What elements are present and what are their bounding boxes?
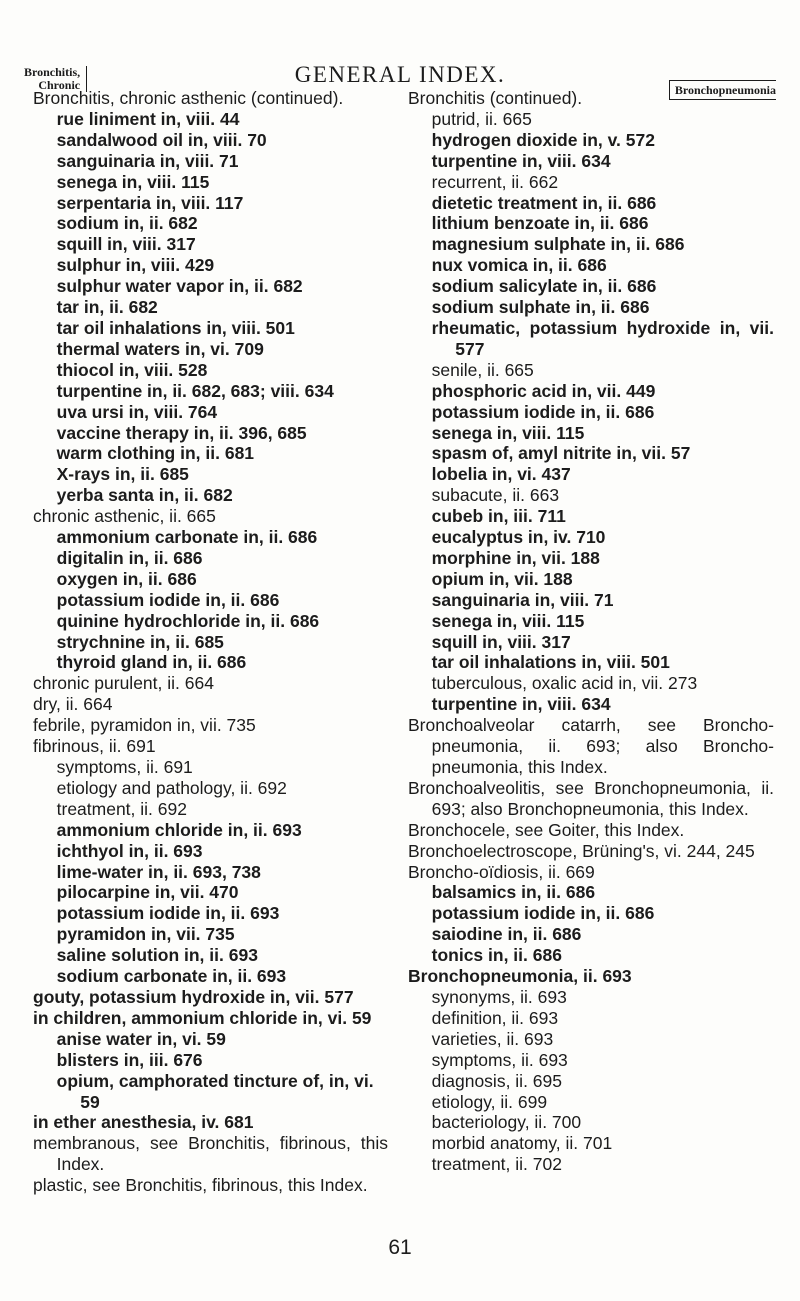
index-entry: saline solution in, ii. 693 xyxy=(56,945,258,966)
index-entry: spasm of, amyl nitrite in, vii. 57 xyxy=(431,443,691,464)
index-entry: Bronchitis (continued). xyxy=(408,88,583,108)
index-entry: quinine hydrochloride in, ii. 686 xyxy=(56,610,320,631)
index-entry: Bronchocele, see Goiter, this Index. xyxy=(408,819,685,840)
index-entry: sodium sulphate in, ii. 686 xyxy=(431,297,650,318)
index-entry: anise water in, vi. 59 xyxy=(56,1028,226,1049)
index-entry: potassium iodide in, ii. 686 xyxy=(431,903,655,924)
index-entry: nux vomica in, ii. 686 xyxy=(431,255,607,276)
index-entry: hydrogen dioxide in, v. 572 xyxy=(431,129,655,150)
index-entry: magnesium sulphate in, ii. 686 xyxy=(431,234,685,255)
index-entry: chronic asthenic, ii. 665 xyxy=(33,506,216,527)
index-entry: lime-water in, ii. 693, 738 xyxy=(56,861,261,882)
index-entry: uva ursi in, viii. 764 xyxy=(56,401,218,422)
index-entry: squill in, viii. 317 xyxy=(56,234,196,255)
index-entry: thyroid gland in, ii. 686 xyxy=(56,652,247,673)
index-entry: varieties, ii. 693 xyxy=(431,1028,554,1049)
index-entry: opium, camphorated tincture of, in, vi. 59 xyxy=(56,1070,374,1112)
index-entry: etiology, ii. 699 xyxy=(431,1091,548,1112)
index-entry: Bronchoalveolitis, see Bronchopneumonia, ii. 693; also Bronchopneumonia, this Index. xyxy=(408,777,774,819)
index-entry: in ether anesthesia, iv. 681 xyxy=(33,1112,254,1133)
index-entry: recurrent, ii. 662 xyxy=(431,171,559,192)
index-entry: squill in, viii. 317 xyxy=(431,631,571,652)
index-entry: Bronchoalveolar catarrh, see Broncho-pneumonia, ii. 693; also Broncho-pneumonia, this Index. xyxy=(408,715,774,777)
index-entry: treatment, ii. 692 xyxy=(56,798,187,819)
index-entry: turpentine in, viii. 634 xyxy=(431,150,611,171)
index-entry: pilocarpine in, vii. 470 xyxy=(56,882,239,903)
index-entry: tar oil inhalations in, viii. 501 xyxy=(56,317,295,338)
index-entry: blisters in, iii. 676 xyxy=(56,1049,203,1070)
index-entry: strychnine in, ii. 685 xyxy=(56,631,224,652)
index-entry: ammonium chloride in, ii. 693 xyxy=(56,819,302,840)
index-entry: balsamics in, ii. 686 xyxy=(431,882,596,903)
index-entry: potassium iodide in, ii. 693 xyxy=(56,903,280,924)
index-entry: tar in, ii. 682 xyxy=(56,297,158,318)
index-entry: senega in, viii. 115 xyxy=(431,422,585,443)
index-entry: sodium carbonate in, ii. 693 xyxy=(56,966,287,987)
index-entry: sulphur in, viii. 429 xyxy=(56,255,215,276)
index-entry: phosphoric acid in, vii. 449 xyxy=(431,380,656,401)
index-entry: fibrinous, ii. 691 xyxy=(33,736,156,757)
index-entry: ammonium carbonate in, ii. 686 xyxy=(56,527,318,548)
index-entry: sodium in, ii. 682 xyxy=(56,213,198,234)
index-entry: saiodine in, ii. 686 xyxy=(431,924,582,945)
left-guide-line: Chronic xyxy=(38,78,81,92)
page-number: 61 xyxy=(388,1236,412,1259)
index-entry: tuberculous, oxalic acid in, vii. 273 xyxy=(431,673,698,694)
index-entry: ichthyol in, ii. 693 xyxy=(56,840,203,861)
index-entry: putrid, ii. 665 xyxy=(431,108,532,129)
index-entry: potassium iodide in, ii. 686 xyxy=(431,401,655,422)
index-entry: sandalwood oil in, viii. 70 xyxy=(56,129,267,150)
index-entry: sanguinaria in, viii. 71 xyxy=(56,150,239,171)
index-entry: eucalyptus in, iv. 710 xyxy=(431,527,606,548)
index-entry: dry, ii. 664 xyxy=(33,694,113,715)
index-entry: rue liniment in, viii. 44 xyxy=(56,108,240,129)
index-entry: morphine in, vii. 188 xyxy=(431,547,600,568)
index-entry: pyramidon in, vii. 735 xyxy=(56,924,235,945)
index-entry: Broncho-oïdiosis, ii. 669 xyxy=(408,861,595,882)
index-entry: sulphur water vapor in, ii. 682 xyxy=(56,276,303,297)
index-entry: morbid anatomy, ii. 701 xyxy=(431,1133,613,1154)
index-entry: cubeb in, iii. 711 xyxy=(431,506,566,527)
index-entry: subacute, ii. 663 xyxy=(431,485,560,506)
index-entry: turpentine in, viii. 634 xyxy=(431,694,611,715)
index-entry: sanguinaria in, viii. 71 xyxy=(431,589,614,610)
index-entry: in children, ammonium chloride in, vi. 59 xyxy=(33,1007,372,1028)
index-entry: digitalin in, ii. 686 xyxy=(56,547,203,568)
index-entry: X-rays in, ii. 685 xyxy=(56,464,189,485)
index-entry: opium in, vii. 188 xyxy=(431,568,573,589)
index-entry: Bronchoelectroscope, Brüning's, vi. 244, 245 xyxy=(408,840,755,861)
index-entry: dietetic treatment in, ii. 686 xyxy=(431,192,657,213)
index-entry: febrile, pyramidon in, vii. 735 xyxy=(33,715,256,736)
index-entry: plastic, see Bronchitis, fibrinous, this Index. xyxy=(33,1175,368,1196)
index-entry: sodium salicylate in, ii. 686 xyxy=(431,276,657,297)
index-entry: diagnosis, ii. 695 xyxy=(431,1070,562,1091)
page-title: GENERAL INDEX. xyxy=(294,62,506,87)
index-entry: turpentine in, ii. 682, 683; viii. 634 xyxy=(56,380,334,401)
index-entry: thiocol in, viii. 528 xyxy=(56,359,208,380)
index-entry: rheumatic, potassium hydroxide in, vii. 577 xyxy=(431,317,774,359)
index-column-left xyxy=(33,88,388,1196)
index-entry: thermal waters in, vi. 709 xyxy=(56,338,264,359)
index-entry: synonyms, ii. 693 xyxy=(431,986,567,1007)
index-entry: serpentaria in, viii. 117 xyxy=(56,192,244,213)
index-entry: potassium iodide in, ii. 686 xyxy=(56,589,280,610)
left-guide-line: Bronchitis, xyxy=(24,65,81,79)
index-entry: definition, ii. 693 xyxy=(431,1007,559,1028)
index-entry: lithium benzoate in, ii. 686 xyxy=(431,213,649,234)
index-entry: senega in, viii. 115 xyxy=(431,610,585,631)
index-entry: etiology and pathology, ii. 692 xyxy=(56,777,287,798)
index-entry: chronic purulent, ii. 664 xyxy=(33,673,214,694)
index-entry: oxygen in, ii. 686 xyxy=(56,568,197,589)
index-entry: bacteriology, ii. 700 xyxy=(431,1112,582,1133)
index-entry: yerba santa in, ii. 682 xyxy=(56,485,233,506)
index-entry: treatment, ii. 702 xyxy=(431,1154,562,1175)
index-column-right xyxy=(408,88,774,1175)
index-entry: Bronchopneumonia, ii. 693 xyxy=(408,966,632,987)
index-entry: lobelia in, vi. 437 xyxy=(431,464,571,485)
index-entry: symptoms, ii. 693 xyxy=(431,1049,568,1070)
index-entry: tar oil inhalations in, viii. 501 xyxy=(431,652,670,673)
index-entry: warm clothing in, ii. 681 xyxy=(56,443,255,464)
index-entry: tonics in, ii. 686 xyxy=(431,945,562,966)
index-entry: Bronchitis, chronic asthenic (continued). xyxy=(33,88,344,108)
index-entry: senega in, viii. 115 xyxy=(56,171,210,192)
index-entry: membranous, see Bronchitis, fibrinous, this Index. xyxy=(33,1133,388,1175)
right-guide-word: Bronchopneumonia xyxy=(669,80,776,100)
index-entry: senile, ii. 665 xyxy=(431,359,534,380)
index-entry: gouty, potassium hydroxide in, vii. 577 xyxy=(33,986,354,1007)
index-entry: vaccine therapy in, ii. 396, 685 xyxy=(56,422,307,443)
index-entry: symptoms, ii. 691 xyxy=(56,757,193,777)
